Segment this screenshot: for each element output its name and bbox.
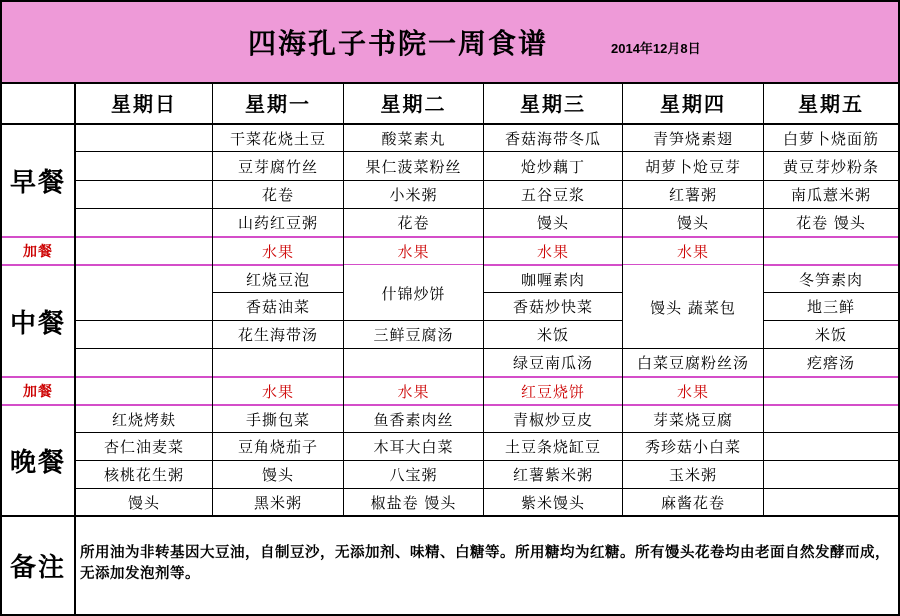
grid-line [74,82,76,614]
dish: 馒头 [676,214,709,232]
dish: 馒头 [127,493,160,512]
meal-label-snack: 加餐 [23,244,53,260]
dish: 黄豆芽炒粉条 [782,157,879,176]
dish: 青椒炒豆皮 [512,410,593,429]
dish: 胡萝卜炝豆芽 [644,157,741,176]
dish: 小米粥 [389,186,438,204]
menu-date: 2014年12月8日 [611,41,701,56]
dish: 米饭 [814,326,847,344]
meal-label-remark: 备注 [9,553,66,583]
meal-label-snack: 加餐 [23,384,53,400]
snack-item: 水果 [261,242,294,261]
dish: 三鲜豆腐汤 [373,326,454,344]
dish: 芽菜烧豆腐 [652,410,733,429]
dish: 地三鲜 [806,298,855,316]
snack-item: 水果 [536,242,569,261]
meal-label-breakfast: 早餐 [9,168,66,198]
dish: 花卷 [261,186,294,204]
dish: 馒头 蔬菜包 [650,298,736,317]
dish: 椒盐卷 馒头 [370,493,457,512]
dish: 豆角烧茄子 [237,438,318,456]
dish: 香菇油菜 [245,298,310,316]
grid-line [2,515,898,517]
day-header: 星期三 [520,92,586,116]
dish: 山药红豆粥 [237,214,318,232]
dish: 玉米粥 [668,466,717,484]
dish: 秀珍菇小白菜 [644,438,741,456]
dish: 冬笋素肉 [798,270,863,289]
dish: 红烧豆泡 [245,270,310,289]
meal-label-dinner: 晚餐 [9,448,66,478]
snack-item: 水果 [397,382,430,401]
dish: 干菜花烧土豆 [229,129,326,148]
remark-text: 所用油为非转基因大豆油，自制豆沙，无添加剂、味精、白糖等。所用糖均为红糖。所有馒头花卷均由老面自然发酵而成，无添加发泡剂等。 [80,544,890,582]
dish: 木耳大白菜 [373,438,454,456]
dish: 酸菜素丸 [381,129,446,148]
dish: 花生海带汤 [237,326,318,344]
day-header: 星期日 [111,92,177,116]
dish: 咖喱素肉 [520,270,585,289]
dish: 红薯粥 [668,186,717,204]
dish: 馒头 [261,466,294,484]
meal-label-lunch: 中餐 [9,308,66,339]
dish: 炝炒藕丁 [520,157,585,176]
dish: 紫米馒头 [520,493,585,512]
dish: 黑米粥 [253,493,302,512]
header-band [2,2,898,84]
snack-item: 水果 [676,242,709,261]
page-title: 四海孔子书院一周食谱 [248,27,549,60]
dish: 花卷 [397,214,430,232]
day-header: 星期五 [798,92,864,116]
snack-item: 水果 [261,382,294,401]
dish: 花卷 馒头 [796,214,866,232]
dish: 红烧烤麸 [111,410,176,429]
dish: 果仁菠菜粉丝 [365,157,462,176]
dish: 五谷豆浆 [520,186,585,204]
dish: 什锦炒饼 [381,284,446,303]
day-header: 星期四 [660,92,726,116]
dish: 南瓜薏米粥 [790,186,871,204]
dish: 八宝粥 [389,466,438,484]
dish: 土豆条烧缸豆 [504,438,601,456]
dish: 核桃花生粥 [103,466,184,484]
dish: 白菜豆腐粉丝汤 [636,354,749,372]
day-header: 星期二 [380,92,447,116]
dish: 白萝卜烧面筋 [782,129,879,148]
dish: 疙瘩汤 [806,354,855,372]
dish: 香菇炒快菜 [512,298,593,316]
dish: 馒头 [536,214,569,232]
dish: 麻酱花卷 [660,493,725,512]
snack-item: 红豆烧饼 [520,382,585,401]
snack-item: 水果 [676,382,709,401]
dish: 米饭 [536,326,569,344]
day-header: 星期一 [245,92,311,116]
dish: 香菇海带冬瓜 [504,129,601,148]
snack-item: 水果 [397,242,430,261]
dish: 豆芽腐竹丝 [237,157,318,176]
dish: 鱼香素肉丝 [373,410,454,429]
dish: 绿豆南瓜汤 [512,354,593,372]
dish: 红薯紫米粥 [512,466,593,484]
dish: 青笋烧素翅 [652,129,733,148]
dish: 杏仁油麦菜 [103,438,184,456]
dish: 手撕包菜 [245,410,310,429]
